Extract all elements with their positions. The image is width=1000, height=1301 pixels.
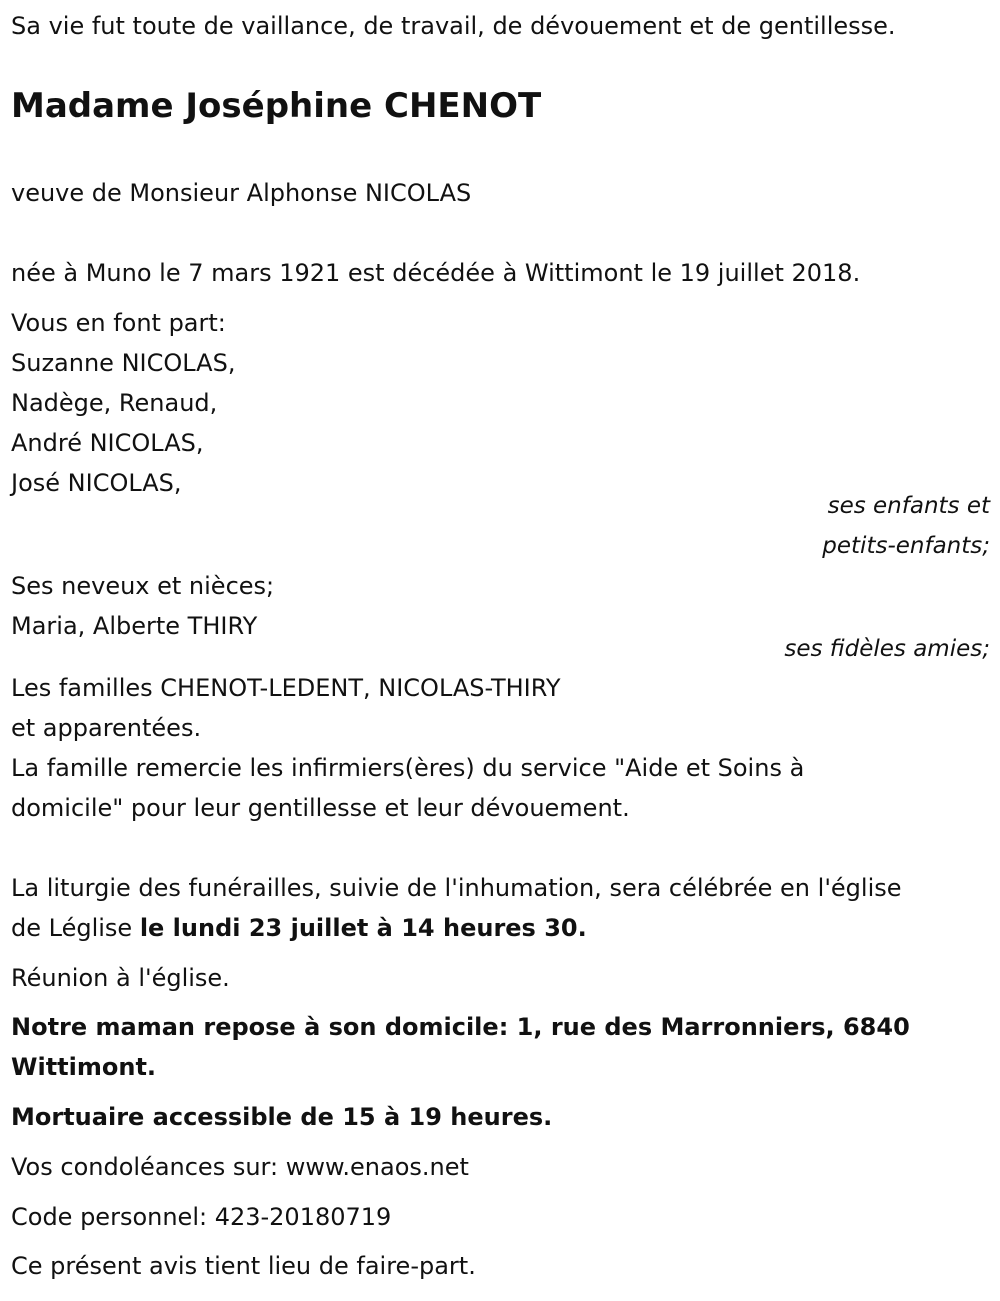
thanks-line1: La famille remercie les infirmiers(ères) du service "Aide et Soins à xyxy=(11,754,805,782)
condolences-line xyxy=(11,1147,990,1187)
liturgy-date-time: le lundi 23 juillet à 14 heures 30. xyxy=(139,914,587,942)
intro-text: Sa vie fut toute de vaillance, de travail, de dévouement et de gentillesse. xyxy=(11,12,896,40)
families-line2: et apparentées. xyxy=(11,714,202,742)
widow-of-text: veuve de Monsieur Alphonse NICOLAS xyxy=(11,179,472,207)
liturgy-line1: La liturgie des funérailles, suivie de l'inhumation, sera célébrée en l'église xyxy=(11,874,902,902)
friends-names: Maria, Alberte THIRY xyxy=(11,612,258,640)
nephews-text: Ses neveux et nièces; xyxy=(11,572,275,600)
meeting-text: Réunion à l'église. xyxy=(11,964,230,992)
child-name: Suzanne NICOLAS, xyxy=(11,349,236,377)
deceased-name: Madame Joséphine CHENOT xyxy=(11,86,542,126)
child-name: José NICOLAS, xyxy=(11,469,182,497)
rest-line2: Wittimont. xyxy=(11,1053,157,1081)
friends-role: ses fidèles amies; xyxy=(784,636,990,662)
notice-text: Ce présent avis tient lieu de faire-part. xyxy=(11,1252,476,1280)
mortuary-hours: Mortuaire accessible de 15 à 19 heures. xyxy=(11,1103,553,1131)
children-role-line1: ses enfants et xyxy=(827,493,990,519)
child-name: Nadège, Renaud, xyxy=(11,389,218,417)
thanks-line2: domicile" pour leur gentillesse et leur dévouement. xyxy=(11,794,630,822)
announce-text: Vous en font part: xyxy=(11,309,226,337)
liturgy-line2 xyxy=(11,908,990,948)
rest-line1: Notre maman repose à son domicile: 1, rue des Marronniers, 6840 xyxy=(11,1013,910,1041)
families-line1: Les familles CHENOT-LEDENT, NICOLAS-THIRY xyxy=(11,674,561,702)
condolences-label: Vos condoléances sur: xyxy=(11,1153,286,1181)
personal-code: Code personnel: 423-20180719 xyxy=(11,1203,392,1231)
liturgy-place: de Léglise xyxy=(11,914,140,942)
child-name: André NICOLAS, xyxy=(11,429,204,457)
children-role-line2: petits-enfants; xyxy=(822,533,990,559)
condolences-link[interactable]: www.enaos.net xyxy=(285,1153,469,1181)
birth-death-text: née à Muno le 7 mars 1921 est décédée à Wittimont le 19 juillet 2018. xyxy=(11,259,861,287)
